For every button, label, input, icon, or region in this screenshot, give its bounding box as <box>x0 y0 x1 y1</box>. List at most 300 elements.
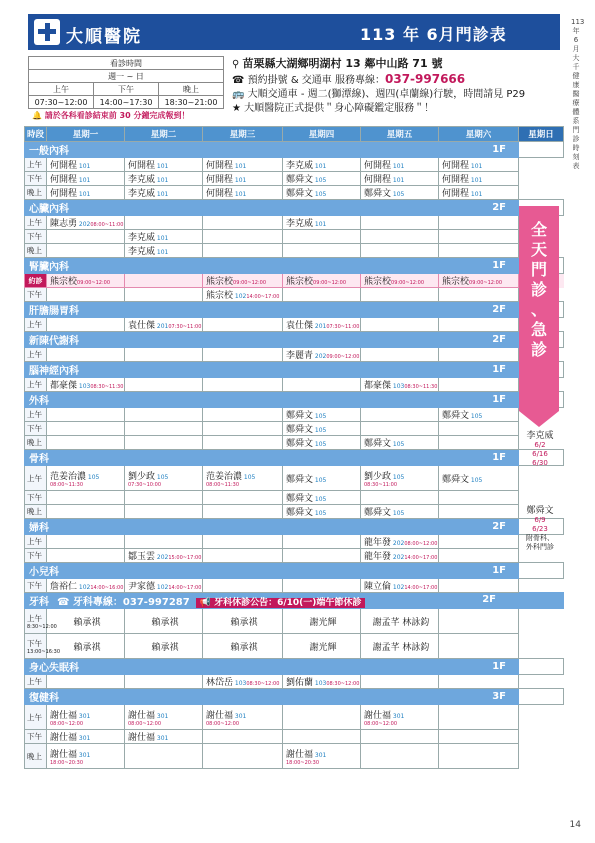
slot-label <box>25 505 47 519</box>
schedule-row <box>25 408 564 422</box>
schedule-cell <box>47 705 125 730</box>
schedule-cell <box>47 579 125 593</box>
section-header <box>25 332 564 348</box>
schedule-table <box>24 126 563 769</box>
sunday-date: 6/16 <box>532 450 548 458</box>
schedule-row <box>25 730 564 744</box>
clinic-time: 08:00~12:00 <box>50 720 84 727</box>
banner-char: 全 <box>530 220 547 239</box>
room-number: 301 <box>391 712 405 720</box>
section-floor: 1F <box>439 142 519 158</box>
section-header <box>25 689 564 705</box>
slot-label <box>25 274 47 288</box>
clinic-time: 07:30~10:00 <box>128 481 162 488</box>
doctor-name: 熊宗校 <box>206 291 234 301</box>
section-header <box>25 362 564 378</box>
room-number: 105 <box>242 473 256 481</box>
schedule-cell <box>47 172 125 186</box>
info-panel <box>232 57 525 116</box>
doctor-name: 龍年發 <box>364 552 392 562</box>
slot-text: 下午 <box>27 290 42 299</box>
doctor-name: 賴承祺 <box>73 642 101 653</box>
banner-char: 、 <box>530 300 547 319</box>
schedule-row <box>25 216 564 230</box>
sunday-date: 6/23 <box>532 525 548 533</box>
schedule-cell <box>283 609 361 634</box>
schedule-cell <box>439 549 519 563</box>
room-number: 105 <box>469 476 483 484</box>
hours-box <box>28 56 224 109</box>
section-header <box>25 142 564 158</box>
schedule-row <box>25 436 564 450</box>
schedule-cell <box>203 744 283 769</box>
doctor-name: 熊宗校 <box>442 277 470 287</box>
section-header <box>25 563 564 579</box>
room-number: 202 <box>155 554 169 561</box>
schedule-cell <box>125 230 203 244</box>
schedule-cell <box>283 378 361 392</box>
column-header: 時段 <box>25 127 47 142</box>
schedule-cell <box>47 408 125 422</box>
location-icon: ⚲ <box>232 59 240 70</box>
slot-text: 上午 <box>27 350 42 359</box>
phone-icon: ☎ <box>57 597 73 608</box>
schedule-cell <box>283 274 361 288</box>
room-number: 101 <box>233 177 247 184</box>
side-char: 刻 <box>572 153 580 161</box>
schedule-cell <box>125 705 203 730</box>
schedule-cell <box>47 230 125 244</box>
side-char: 年 <box>572 27 580 35</box>
doctor-name: 李克威 <box>128 233 156 243</box>
schedule-cell <box>439 491 519 505</box>
doctor-name: 詹裕仁 <box>50 582 78 592</box>
schedule-cell <box>439 634 519 659</box>
clinic-time: 08:00~12:00 <box>404 541 438 547</box>
schedule-row <box>25 505 564 519</box>
schedule-row <box>25 675 564 689</box>
schedule-cell <box>47 491 125 505</box>
slot-label <box>25 609 57 634</box>
sunday-doctor-b <box>518 503 562 552</box>
schedule-cell <box>125 744 203 769</box>
reg-phone[interactable]: 037-997666 <box>385 72 466 86</box>
schedule-cell <box>125 422 203 436</box>
schedule-cell <box>361 158 439 172</box>
clinic-time: 09:00~12:00 <box>326 354 360 360</box>
doctor-name: 都豪傑 <box>364 381 392 391</box>
hospital-name: 大順醫院 <box>66 27 142 47</box>
clinic-time: 18:00~20:30 <box>286 759 320 766</box>
section-name <box>25 593 519 609</box>
schedule-row <box>25 186 564 200</box>
doctor-name: 賴承祺 <box>230 617 258 628</box>
room-number: 201 <box>155 323 169 330</box>
room-number: 105 <box>391 510 405 517</box>
schedule-cell <box>439 675 519 689</box>
doctor-name: 都豪傑 <box>50 381 78 391</box>
schedule-cell <box>361 491 439 505</box>
schedule-cell <box>361 675 439 689</box>
schedule-cell <box>47 505 125 519</box>
doctor-name: 鄭舜文 <box>364 189 392 199</box>
room-number: 105 <box>313 413 327 420</box>
slot-text: 上午 <box>27 712 42 722</box>
room-number: 101 <box>77 177 91 184</box>
room-number: 105 <box>313 441 327 448</box>
schedule-cell <box>439 408 519 422</box>
schedule-cell <box>203 609 283 634</box>
doctor-name: 賴承祺 <box>151 642 179 653</box>
doctor-name: 陳立倫 <box>364 582 392 592</box>
slot-text: 上午 <box>27 677 42 686</box>
megaphone-icon: 📢 <box>199 598 215 608</box>
clinic-time: 08:00~12:00 <box>206 720 240 727</box>
schedule-cell <box>47 675 125 689</box>
slot-label <box>25 466 47 491</box>
schedule-cell <box>283 744 361 769</box>
schedule-cell <box>125 158 203 172</box>
room-number: 202 <box>77 221 91 228</box>
schedule-cell <box>283 158 361 172</box>
section-name-text: 牙科 <box>29 597 49 608</box>
room-number: 301 <box>233 712 247 720</box>
slot-label <box>25 579 47 593</box>
slot-label <box>25 744 47 769</box>
schedule-cell <box>283 730 361 744</box>
room-number: 101 <box>313 221 327 228</box>
sunday-date: 6/2 <box>534 441 546 449</box>
room-number: 105 <box>313 476 327 484</box>
sunday-cell <box>519 634 564 659</box>
section-floor: 1F <box>439 563 519 579</box>
room-number: 101 <box>313 163 327 170</box>
section-header <box>25 450 564 466</box>
schedule-cell <box>203 274 283 288</box>
room-number: 103 <box>77 383 91 390</box>
doctor-name: 謝仕福 <box>128 710 156 721</box>
schedule-cell <box>361 172 439 186</box>
schedule-cell <box>47 634 125 659</box>
schedule-cell <box>203 172 283 186</box>
doctor-name: 李克威 <box>128 189 156 199</box>
schedule-cell <box>125 186 203 200</box>
schedule-cell <box>361 230 439 244</box>
warning-text: 請於各科看診結束前 30 分鐘完成報到！ <box>44 111 190 120</box>
doctor-name: 李克威 <box>128 247 156 257</box>
schedule-cell <box>47 378 125 392</box>
doctor-name: 林岱岳 <box>206 678 234 688</box>
schedule-cell <box>203 288 283 302</box>
schedule-cell <box>439 244 519 258</box>
header-row <box>25 127 564 142</box>
schedule-cell <box>125 466 203 491</box>
slot-label <box>25 186 47 200</box>
schedule-cell <box>439 158 519 172</box>
schedule-cell <box>439 466 519 491</box>
schedule-cell <box>283 675 361 689</box>
room-number: 105 <box>313 496 327 503</box>
room-number: 301 <box>313 751 327 759</box>
doctor-name: 謝仕福 <box>50 733 78 743</box>
schedule-row <box>25 579 564 593</box>
schedule-cell <box>203 230 283 244</box>
schedule-row <box>25 422 564 436</box>
schedule-cell <box>361 535 439 549</box>
doctor-name: 袁仕傑 <box>286 321 314 331</box>
clinic-time: 14:00~16:00 <box>90 585 124 591</box>
section-name: 心臟內科 <box>25 200 439 216</box>
doctor-name: 何開程 <box>442 189 470 199</box>
hospital-cross-icon <box>34 19 60 45</box>
sunday-b-name: 鄭舜文 <box>526 506 554 516</box>
doctor-name: 何開程 <box>442 175 470 185</box>
schedule-cell <box>203 535 283 549</box>
room-number: 101 <box>155 249 169 256</box>
slot-text: 上午 <box>27 613 42 623</box>
sunday-cell <box>519 659 564 675</box>
schedule-cell <box>203 505 283 519</box>
doctor-name: 賴承祺 <box>230 642 258 653</box>
clinic-time: 08:30~12:00 <box>246 681 280 687</box>
slot-sub: 8:30~12:00 <box>27 623 57 630</box>
schedule-cell <box>361 744 439 769</box>
slot-text: 下午 <box>27 638 42 648</box>
slot-label <box>25 535 47 549</box>
clinic-time: 09:00~12:00 <box>233 280 267 286</box>
hours-time: 18:30~21:00 <box>159 96 224 109</box>
schedule-cell <box>125 378 203 392</box>
hours-time: 14:00~17:30 <box>94 96 159 109</box>
doctor-name: 謝仕福 <box>206 710 234 721</box>
schedule-cell <box>47 549 125 563</box>
doctor-name: 鄭舜文 <box>286 175 314 185</box>
slot-label <box>25 422 47 436</box>
sunday-cell <box>519 705 564 730</box>
doctor-name: 鄭舜文 <box>286 474 314 485</box>
side-char: 體 <box>572 108 580 116</box>
schedule-row <box>25 172 564 186</box>
doctor-name: 何開程 <box>206 189 234 199</box>
schedule-cell <box>125 172 203 186</box>
section-name: 身心失眠科 <box>25 659 439 675</box>
section-name: 外科 <box>25 392 439 408</box>
doctor-name: 熊宗校 <box>50 277 78 287</box>
column-header: 星期六 <box>439 127 519 142</box>
doctor-name: 謝仕福 <box>50 749 78 760</box>
slot-label <box>25 634 61 659</box>
hours-label: 晚上 <box>159 83 224 96</box>
schedule-cell <box>361 705 439 730</box>
schedule-cell <box>439 744 519 769</box>
slot-label <box>25 172 47 186</box>
schedule-cell <box>439 274 519 288</box>
schedule-cell <box>361 186 439 200</box>
section-floor: 2F <box>439 200 519 216</box>
bus-info: 大順交通車 - 週二(獅潭線)、週四(卓蘭線)行駛，時間請見 P29 <box>247 89 526 100</box>
doctor-name: 謝孟芊 林詠鈞 <box>372 642 430 653</box>
side-char: 門 <box>572 126 580 134</box>
schedule-cell <box>283 535 361 549</box>
room-number: 105 <box>391 191 405 198</box>
schedule-row <box>25 318 564 332</box>
room-number: 101 <box>469 191 483 198</box>
slot-label <box>25 348 47 362</box>
slot-text: 下午 <box>27 581 42 590</box>
sunday-date: 6/30 <box>532 459 548 467</box>
schedule-cell <box>439 378 519 392</box>
room-number: 101 <box>155 235 169 242</box>
schedule-cell <box>439 579 519 593</box>
doctor-name: 鄭舜文 <box>286 189 314 199</box>
side-char: 時 <box>572 144 580 152</box>
clinic-time: 08:30~11:30 <box>90 384 124 390</box>
section-floor: 3F <box>439 689 519 705</box>
slot-text: 晚上 <box>27 751 42 761</box>
side-char: 6 <box>573 36 579 44</box>
sunday-cell <box>519 689 564 705</box>
section-name: 新陳代謝科 <box>25 332 439 348</box>
doctor-name: 熊宗校 <box>206 277 234 287</box>
doctor-name: 謝孟芊 林詠鈞 <box>372 617 430 628</box>
section-name: 骨科 <box>25 450 439 466</box>
schedule-cell <box>361 244 439 258</box>
room-number: 105 <box>313 427 327 434</box>
side-char: 診 <box>572 135 580 143</box>
schedule-cell <box>47 609 125 634</box>
doctor-name: 鄒玉雲 <box>128 552 156 562</box>
slot-label <box>25 378 47 392</box>
banner-char: 急 <box>530 320 547 339</box>
room-number: 301 <box>77 712 91 720</box>
slot-text: 約診 <box>28 276 43 285</box>
schedule-cell <box>439 436 519 450</box>
side-char: 千 <box>572 63 580 71</box>
doctor-name: 謝仕福 <box>286 749 314 760</box>
schedule-cell <box>203 675 283 689</box>
side-char: 療 <box>572 99 580 107</box>
schedule-cell <box>439 505 519 519</box>
room-number: 101 <box>391 163 405 170</box>
section-header <box>25 392 564 408</box>
doctor-name: 何開程 <box>50 189 78 199</box>
clinic-time: 08:00~11:30 <box>206 481 240 488</box>
schedule-cell <box>47 422 125 436</box>
schedule-cell <box>283 505 361 519</box>
slot-label <box>25 288 47 302</box>
column-header: 星期三 <box>203 127 283 142</box>
slot-text: 上午 <box>27 537 42 546</box>
doctor-name: 鄭舜文 <box>286 425 314 435</box>
column-header: 星期日 <box>519 127 564 142</box>
schedule-cell <box>283 466 361 491</box>
clinic-time: 08:00~12:00 <box>128 720 162 727</box>
bell-icon: 🔔 <box>32 111 42 120</box>
schedule-cell <box>47 288 125 302</box>
star-icon: ★ <box>232 103 241 114</box>
checkin-warning <box>32 110 189 121</box>
doctor-name: 熊宗校 <box>364 277 392 287</box>
section-header <box>25 659 564 675</box>
room-number: 201 <box>313 323 327 330</box>
schedule-cell <box>203 579 283 593</box>
room-number: 102 <box>233 293 247 300</box>
doctor-name: 賴承祺 <box>151 617 179 628</box>
schedule-row <box>25 348 564 362</box>
clinic-time: 07:30~11:00 <box>326 324 360 330</box>
column-header: 星期一 <box>47 127 125 142</box>
doctor-name: 謝仕福 <box>50 710 78 721</box>
clinic-time: 14:00~17:00 <box>246 294 280 300</box>
clinic-time: 08:00~11:00 <box>90 222 124 228</box>
clinic-time: 09:00~12:00 <box>77 280 111 286</box>
section-name: 腦神經內科 <box>25 362 439 378</box>
schedule-cell <box>283 348 361 362</box>
hours-title: 看診時間 <box>29 57 224 70</box>
schedule-cell <box>125 318 203 332</box>
room-number: 102 <box>391 584 405 591</box>
section-floor: 2F <box>482 594 496 605</box>
schedule-cell <box>47 318 125 332</box>
schedule-cell <box>439 318 519 332</box>
cert-info: 大順醫院正式提供＂身心障礙鑑定服務＂！ <box>244 103 435 114</box>
slot-label <box>25 549 47 563</box>
schedule-cell <box>125 579 203 593</box>
room-number: 105 <box>391 473 405 481</box>
schedule-cell <box>203 634 283 659</box>
doctor-name: 謝光輝 <box>309 617 337 628</box>
slot-label <box>25 675 47 689</box>
section-name: 一般內科 <box>25 142 439 158</box>
phone-icon: ☎ <box>232 75 245 86</box>
schedule-cell <box>361 466 439 491</box>
slot-text: 上午 <box>27 320 42 329</box>
sunday-cell <box>519 466 564 491</box>
schedule-row <box>25 230 564 244</box>
schedule-cell <box>361 505 439 519</box>
schedule-cell <box>439 535 519 549</box>
schedule-cell <box>125 609 203 634</box>
schedule-cell <box>125 505 203 519</box>
schedule-cell <box>125 634 203 659</box>
room-number: 101 <box>77 191 91 198</box>
schedule-cell <box>47 158 125 172</box>
schedule-cell <box>47 348 125 362</box>
slot-text: 上午 <box>27 160 42 169</box>
room-number: 101 <box>155 177 169 184</box>
slot-text: 上午 <box>27 380 42 389</box>
schedule-row <box>25 744 564 769</box>
schedule-row <box>25 535 564 549</box>
clinic-time: 15:00~17:00 <box>168 555 202 561</box>
doctor-name: 何開程 <box>128 161 156 171</box>
doctor-name: 尹家德 <box>128 582 156 592</box>
clinic-time: 08:30~11:30 <box>404 384 438 390</box>
page-title: 113 年 6月門診表 <box>360 25 507 44</box>
slot-text: 上午 <box>27 410 42 419</box>
doctor-name: 何開程 <box>364 161 392 171</box>
section-floor: 1F <box>439 659 519 675</box>
schedule-cell <box>361 436 439 450</box>
schedule-cell <box>125 675 203 689</box>
schedule-cell <box>439 705 519 730</box>
schedule-cell <box>283 634 361 659</box>
clinic-time: 09:00~12:00 <box>313 280 347 286</box>
section-header <box>25 258 564 274</box>
section-floor: 1F <box>439 362 519 378</box>
room-number: 105 <box>86 473 100 481</box>
column-header: 星期二 <box>125 127 203 142</box>
